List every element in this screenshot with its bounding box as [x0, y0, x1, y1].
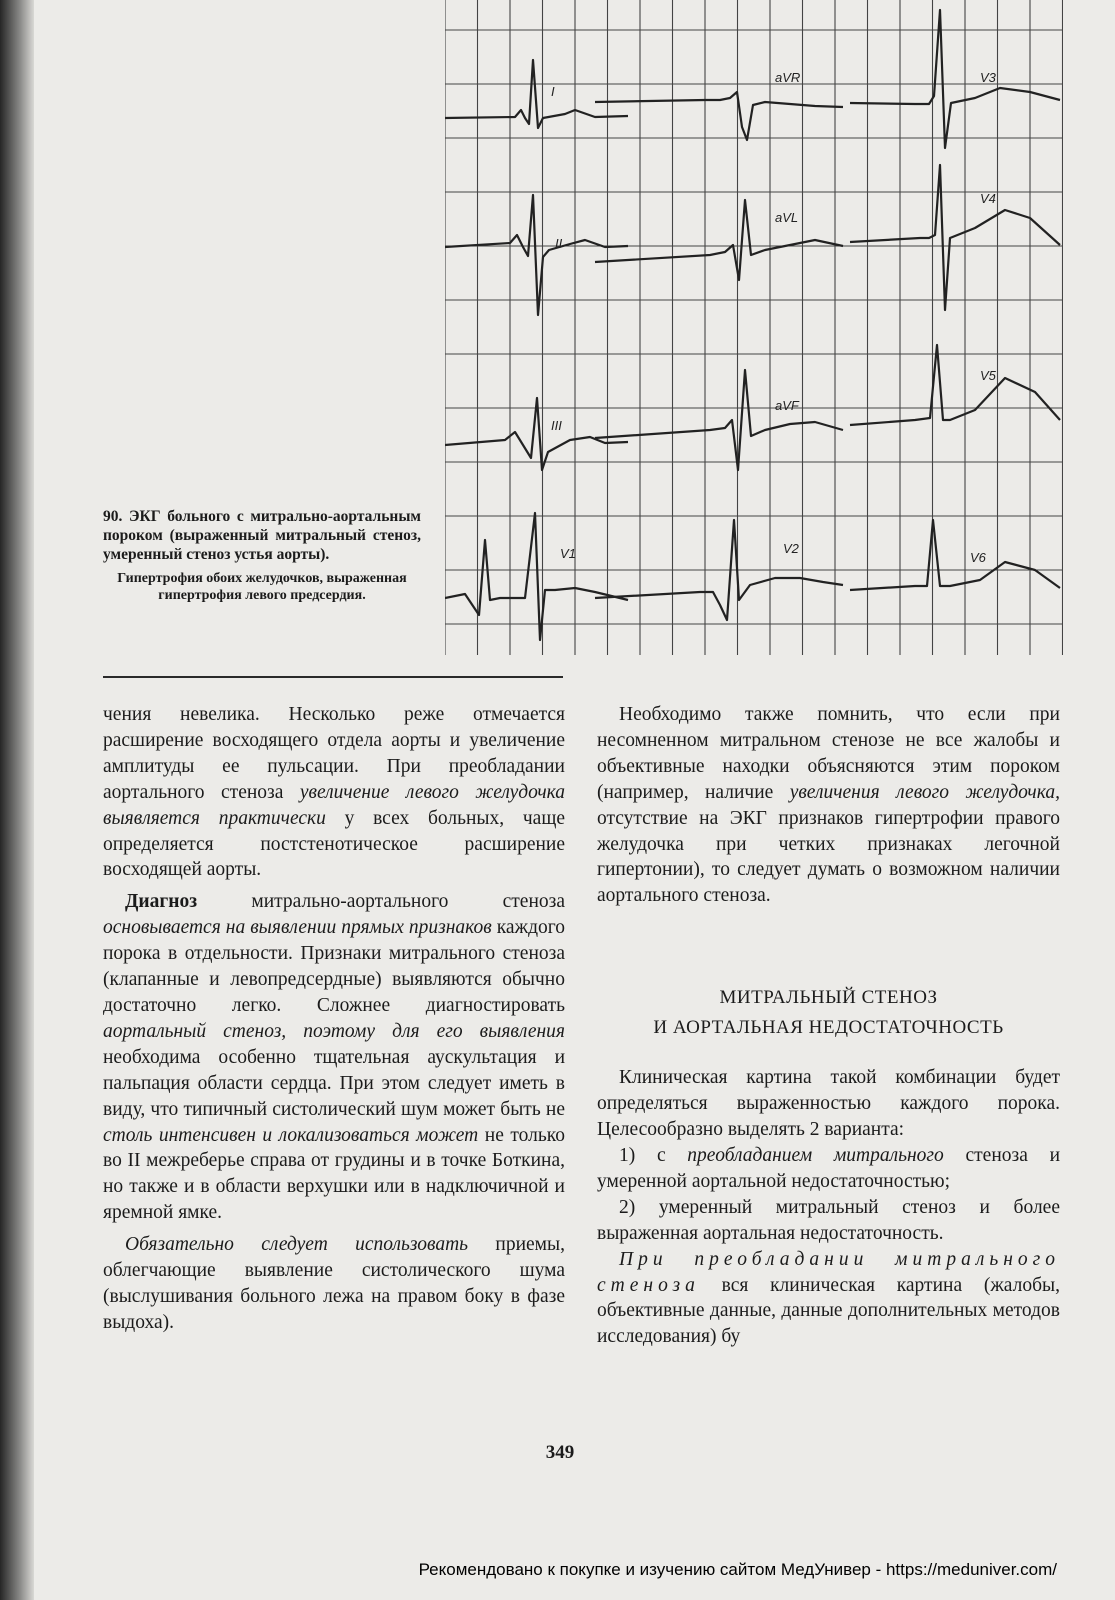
lead-label-V6: V6 [970, 550, 986, 565]
right-paragraph-1: Необходимо также помнить, что если при несомненном митральном стенозе не все жалобы и объективные находки объясняются этим пороком (например, наличие увеличения левого желудочка, отсутствие на ЭКГ признаков гипертрофии правого желудочка при четких признаках легочной гипертонии), то следует думать о возможном наличии аортального стеноза. [597, 704, 1060, 907]
right-paragraph-2: Клиническая картина такой комбинации будет определяться выраженностью каждого порока. Целесообразно выделять 2 варианта: [597, 1067, 1060, 1141]
ecg-trace-V4 [850, 165, 1060, 310]
left-paragraph-1: чения невелика. Несколько реже отмечается расширение восходящего отдела аорты и увеличение амплитуды ее пульсации. При преобладании аортального стеноза увеличение левого желудочка выявляется практически у всех больных, чаще определяется постстенотическое расширение восходящей аорты. [103, 704, 566, 881]
lead-label-V2: V2 [783, 541, 799, 556]
figure-number: 90. [103, 508, 123, 525]
list-item-2: 2) умеренный митральный стеноз и более выраженная аортальная недостаточность. [597, 1196, 1060, 1244]
figure-caption [103, 507, 421, 604]
lead-label-aVL: aVL [775, 210, 799, 225]
ecg-trace-V6 [850, 520, 1060, 590]
lead-label-V5: V5 [980, 368, 996, 383]
right-column [597, 702, 1060, 1350]
ecg-trace-II [445, 195, 628, 315]
ecg-trace-aVF [595, 370, 843, 470]
lead-label-II: II [555, 236, 563, 251]
ecg-trace-aVR [595, 92, 843, 140]
ecg-trace-V1 [445, 513, 628, 640]
caption-divider [103, 676, 563, 678]
ecg-trace-V5 [850, 345, 1060, 425]
left-paragraph-2: Диагноз митрально-аортального стеноза основывается на выявлении прямых признаков каждого порока в отдельности. Признаки митрального стеноза (клапанные и левопредсердные) выявляются обычно достаточно легко. Сложнее диагностировать аортальный стеноз, поэтому для его выявления необходима особенно тщательная аускультация и пальпация области сердца. При этом следует иметь в виду, что типичный систолический шум может быть не столь интенсивен и локализоваться может не только во II межреберье справа от грудины и в точке Боткина, но также и в области верхушки или в надключичной и яремной ямке. [103, 891, 565, 1224]
lead-label-III: III [551, 418, 562, 433]
left-paragraph-3: Обязательно следует использовать приемы, облегчающие выявление систолического шума (выслушивания больного лежа на правом боку в фазе выдоха). [103, 1234, 565, 1333]
section-heading-line-1: МИТРАЛЬНЫЙ СТЕНОЗ [719, 987, 938, 1009]
ecg-trace-III [445, 398, 628, 470]
right-paragraph-3: При преобладании митрального стеноза вся клиническая картина (жалобы, объективные данные, данные дополнительных методов исследования) бу [597, 1248, 1060, 1348]
lead-label-aVF: aVF [775, 398, 799, 413]
lead-label-V4: V4 [980, 191, 996, 206]
ecg-trace-aVL [595, 200, 843, 280]
figure-subcaption: Гипертрофия обоих желудочков, выраженная гипертрофия левого предсердия. [117, 571, 407, 603]
left-column [103, 702, 565, 1336]
lead-label-V3: V3 [980, 70, 996, 85]
lead-label-V1: V1 [560, 546, 576, 561]
lead-label-I: I [551, 84, 555, 99]
page-number: 349 [545, 1442, 575, 1463]
ecg-figure [445, 0, 1063, 655]
footer-watermark: Рекомендовано к покупке и изучению сайтом МедУнивер - https://meduniver.com/ [418, 1560, 1057, 1579]
ecg-trace-V3 [850, 10, 1060, 148]
section-heading [597, 983, 1060, 1043]
lead-label-aVR: aVR [775, 70, 801, 85]
book-spine-shadow [0, 0, 34, 1600]
figure-caption-text: ЭКГ больного с митрально-аортальным пороком (выраженный митральный стеноз, умеренный стеноз устья аорты). [103, 508, 421, 563]
ecg-lead-labels [551, 70, 997, 565]
list-item-1: 1) с преобладанием митрального стеноза и умеренной аортальной недостаточностью; [597, 1144, 1061, 1192]
ecg-trace-I [445, 60, 628, 128]
section-heading-line-2: И АОРТАЛЬНАЯ НЕДОСТАТОЧНОСТЬ [653, 1017, 1004, 1039]
